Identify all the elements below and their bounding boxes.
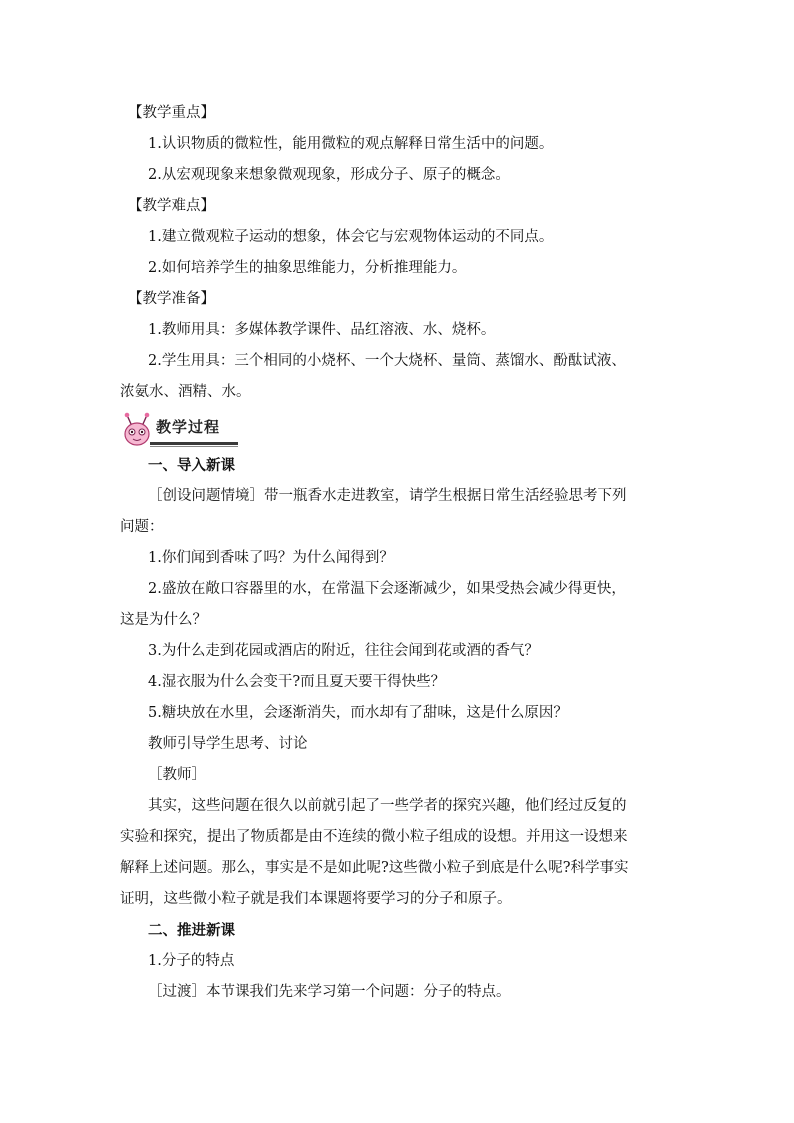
- key-point-2: 2.从宏观现象来想象微观现象，形成分子、原子的概念。: [148, 167, 510, 183]
- subsection-1: 1.分子的特点: [148, 953, 235, 969]
- scenario-line-1: ［创设问题情境］带一瓶香水走进教室，请学生根据日常生活经验思考下列: [148, 488, 627, 504]
- scenario-line-2: 问题：: [120, 519, 164, 535]
- heading-key-points: 【教学重点】: [128, 105, 215, 121]
- key-point-1: 1.认识物质的微粒性，能用微粒的观点解释日常生活中的问题。: [148, 136, 554, 152]
- question-3: 3.为什么走到花园或酒店的附近，往往会闻到花或酒的香气？: [148, 643, 539, 659]
- pink-character-icon: [120, 412, 154, 448]
- question-5: 5.糖块放在水里，会逐渐消失，而水却有了甜味，这是什么原因？: [148, 705, 568, 721]
- difficulty-2: 2.如何培养学生的抽象思维能力，分析推理能力。: [148, 260, 467, 276]
- heading-difficulties: 【教学难点】: [128, 198, 215, 214]
- preparation-2-cont: 浓氨水、酒精、水。: [120, 384, 251, 400]
- question-1: 1.你们闻到香味了吗？为什么闻得到？: [148, 550, 394, 566]
- banner-underline: [150, 442, 238, 445]
- teacher-tag: ［教师］: [148, 767, 206, 783]
- question-4: 4.湿衣服为什么会变干?而且夏天要干得快些？: [148, 674, 446, 690]
- teaching-process-banner: [120, 410, 680, 450]
- part1-title: 一、导入新课: [148, 457, 235, 474]
- lesson-content: [120, 98, 680, 1008]
- preparation-2: 2.学生用具：三个相同的小烧杯、一个大烧杯、量筒、蒸馏水、酚酞试液、: [148, 353, 626, 369]
- teacher-guide: 教师引导学生思考、讨论: [148, 736, 308, 752]
- banner-title: 教学过程: [156, 418, 221, 436]
- teacher-para-line-1: 其实，这些问题在很久以前就引起了一些学者的探究兴趣，他们经过反复的: [148, 798, 627, 814]
- teacher-para-line-4: 证明，这些微小粒子就是我们本课题将要学习的分子和原子。: [120, 891, 512, 907]
- part2-title: 二、推进新课: [148, 922, 235, 939]
- teacher-para-line-3: 解释上述问题。那么，事实是不是如此呢?这些微小粒子到底是什么呢?科学事实: [120, 860, 629, 876]
- banner-underline-thin: [150, 446, 238, 447]
- difficulty-1: 1.建立微观粒子运动的想象，体会它与宏观物体运动的不同点。: [148, 229, 554, 245]
- question-2: 2.盛放在敞口容器里的水，在常温下会逐渐减少，如果受热会减少得更快，: [148, 581, 626, 597]
- teacher-para-line-2: 实验和探究，提出了物质都是由不连续的微小粒子组成的设想。并用这一设想来: [120, 829, 628, 845]
- preparation-1: 1.教师用具：多媒体教学课件、品红溶液、水、烧杯。: [148, 322, 496, 338]
- question-2-cont: 这是为什么？: [120, 612, 207, 628]
- transition-line: ［过渡］本节课我们先来学习第一个问题：分子的特点。: [148, 984, 511, 1000]
- heading-preparation: 【教学准备】: [128, 291, 215, 307]
